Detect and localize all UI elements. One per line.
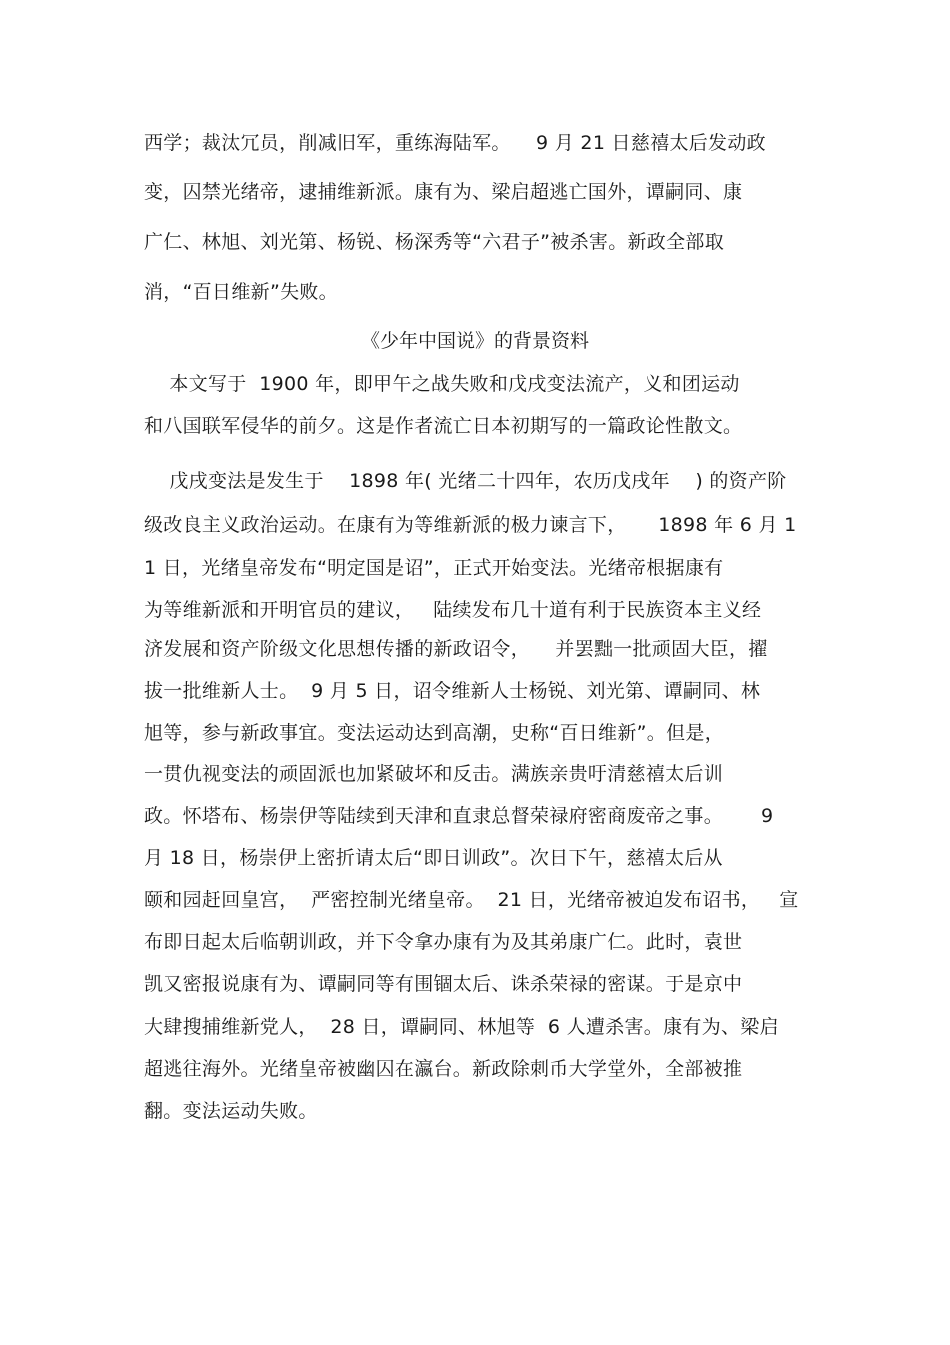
text-line: 本文写于 1900 年，即甲午之战失败和戊戌变法流产，义和团运动 bbox=[144, 373, 740, 395]
text-line: 变，囚禁光绪帝，逮捕维新派。康有为、梁启超逃亡国外，谭嗣同、康 bbox=[144, 181, 743, 203]
text-line: 1 日，光绪皇帝发布“明定国是诏”，正式开始变法。光绪帝根据康有 bbox=[144, 557, 724, 579]
text-line: 大肆搜捕维新党人， 28 日，谭嗣同、林旭等 6 人遭杀害。康有为、梁启 bbox=[144, 1016, 779, 1038]
text-line: 为等维新派和开明官员的建议， 陆续发布几十道有利于民族资本主义经 bbox=[144, 599, 762, 621]
text-line: 布即日起太后临朝训政，并下令拿办康有为及其弟康广仁。此时，袁世 bbox=[144, 931, 743, 953]
text-line: 月 18 日，杨崇伊上密折请太后“即日训政”。次日下午，慈禧太后从 bbox=[144, 847, 723, 869]
text-line: 广仁、林旭、刘光第、杨锐、杨深秀等“六君子”被杀害。新政全部取 bbox=[144, 231, 724, 253]
text-line: 拔一批维新人士。 9 月 5 日，诏令维新人士杨锐、刘光第、谭嗣同、林 bbox=[144, 680, 761, 702]
text-line: 凯又密报说康有为、谭嗣同等有围锢太后、诛杀荣禄的密谋。于是京中 bbox=[144, 973, 743, 995]
text-line: 和八国联军侵华的前夕。这是作者流亡日本初期写的一篇政论性散文。 bbox=[144, 415, 743, 437]
text-line: 颐和园赶回皇宫， 严密控制光绪皇帝。 21 日，光绪帝被迫发布诏书， 宣 bbox=[144, 889, 799, 911]
text-line: 翻。变法运动失败。 bbox=[144, 1100, 318, 1122]
section-title: 《少年中国说》的背景资料 bbox=[360, 330, 589, 352]
text-line: 超逃往海外。光绪皇帝被幽囚在瀛台。新政除刺币大学堂外，全部被推 bbox=[144, 1058, 743, 1080]
text-line: 西学；裁汰冗员，削减旧军，重练海陆军。 9 月 21 日慈禧太后发动政 bbox=[144, 132, 766, 154]
text-line: 政。怀塔布、杨崇伊等陆续到天津和直隶总督荣禄府密商废帝之事。 9 bbox=[144, 805, 774, 827]
text-line: 旭等，参与新政事宜。变法运动达到高潮，史称“百日维新”。但是， bbox=[144, 722, 724, 744]
text-line: 戊戌变法是发生于 1898 年( 光绪二十四年，农历戊戌年 ) 的资产阶 bbox=[144, 470, 787, 492]
text-line: 一贯仇视变法的顽固派也加紧破坏和反击。满族亲贵吁清慈禧太后训 bbox=[144, 763, 724, 785]
text-line: 消，“百日维新”失败。 bbox=[144, 281, 338, 303]
text-line: 级改良主义政治运动。在康有为等维新派的极力谏言下， 1898 年 6 月 1 bbox=[144, 514, 797, 536]
text-line: 济发展和资产阶级文化思想传播的新政诏令， 并罢黜一批顽固大臣，擢 bbox=[144, 638, 768, 660]
